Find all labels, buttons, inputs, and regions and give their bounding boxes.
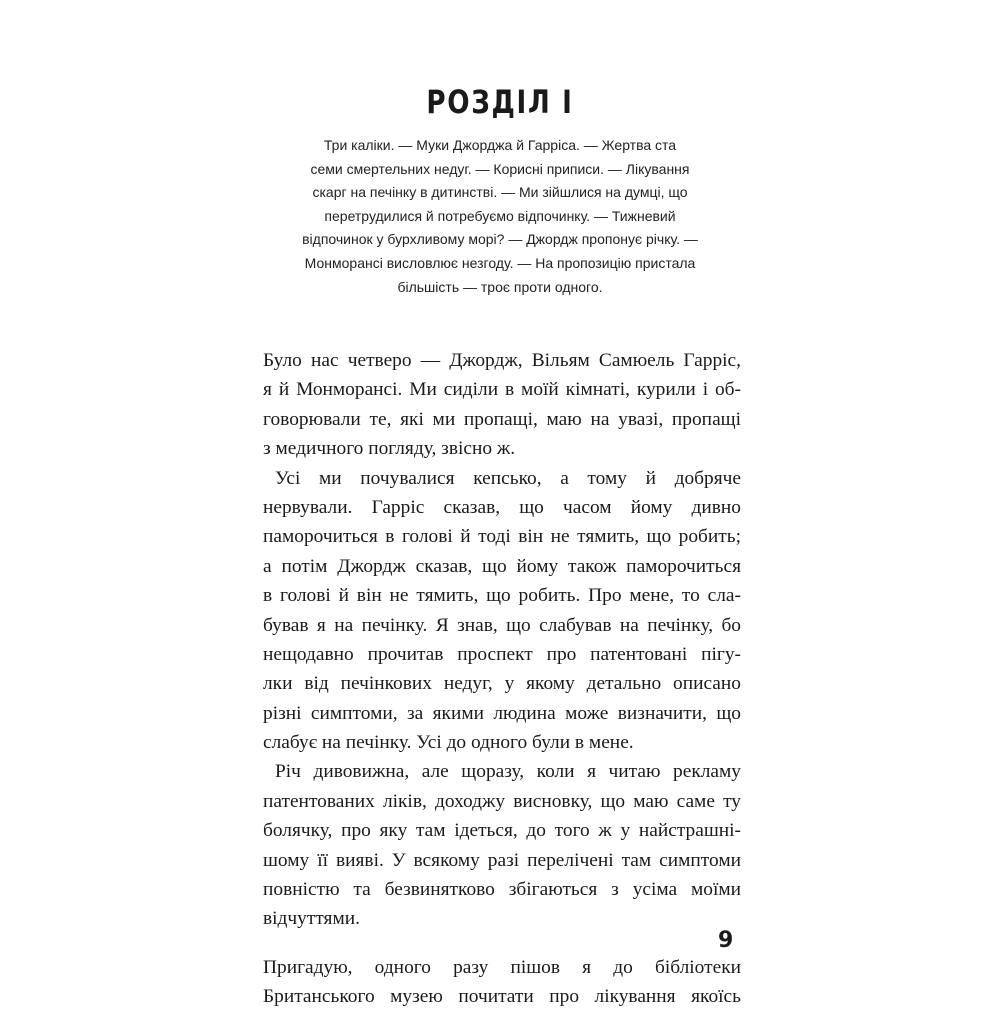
paragraph-2 (263, 464, 741, 758)
synopsis-line: скарг на печінку в дитинстві. — Ми зійшлися на думці, що (312, 184, 688, 201)
synopsis-line: Три каліки. — Муки Джорджа й Гарріса. — Жертва ста (323, 137, 677, 153)
text-line: болячку, про яку там ідеться, до того ж у найстрашні- (263, 820, 741, 842)
paragraph-1 (263, 346, 741, 464)
text-line: Було нас четверо — Джордж, Вільям Самюель Гарріс, (263, 350, 741, 371)
text-line: бував я на печінку. Я знав, що слабував на печінку, бо (263, 614, 741, 636)
synopsis-line: Монморансі висловлює незгоду. — На пропозицію пристала (304, 254, 696, 271)
text-line: паморочиться в голові й тоді він не тямить, що робить; (263, 526, 741, 548)
text-line: а потім Джордж сказав, що йому також паморочиться (263, 555, 741, 577)
text-line: різні симптоми, за якими людина може визначити, що (263, 702, 741, 724)
page-number: 9 (718, 928, 734, 953)
text-line: Британського музею почитати про лікування якоїсь (263, 986, 741, 1008)
text-line: слабує на печінку. Усі до одного були в мене. (263, 732, 634, 754)
synopsis-line: перетрудилися й потребуємо відпочинку. — Тижневий (324, 207, 676, 224)
text-line: я й Монморансі. Ми сиділи в моїй кімнаті, курили і об- (263, 379, 741, 401)
text-line: патентованих ліків, доходжу висновку, що маю саме ту (263, 790, 741, 812)
synopsis-line: більшість — троє проти одного. (397, 278, 603, 295)
paragraph-4 (263, 953, 741, 1012)
text-line: Річ дивовижна, але щоразу, коли я читаю рекламу (275, 761, 741, 783)
section-break (263, 934, 741, 953)
text-line: повністю та безвинятково збігаються з усіма моїми (263, 879, 741, 901)
text-line: Усі ми почувалися кепсько, а тому й добряче (275, 467, 741, 489)
text-line: нещодавно прочитав проспект про патентовані пігу- (263, 643, 741, 665)
text-line: в голові й він не тямить, що робить. Про мене, то сла- (263, 585, 741, 607)
chapter-title: РОЗДІЛ І (426, 83, 574, 121)
body-text (263, 346, 741, 1012)
synopsis-line: відпочинок у бурхливому морі? — Джордж пропонує річку. — (302, 231, 698, 248)
text-line: лки від печінкових недуг, у якому детально описано (263, 673, 741, 695)
text-line: говорювали те, які ми пропащі, маю на увазі, пропащі (263, 408, 741, 430)
text-line: шому її вияві. У всякому разі перелічені там симптоми (263, 849, 741, 871)
text-line: з медичного погляду, звісно ж. (263, 438, 516, 460)
paragraph-3 (263, 757, 741, 933)
text-line: Пригадую, одного разу пішов я до бібліотеки (263, 956, 741, 978)
synopsis-line: семи смертельних недуг. — Корисні приписи. — Лікування (310, 160, 690, 177)
chapter-synopsis (262, 134, 738, 299)
text-line: нервували. Гарріс сказав, що часом йому дивно (263, 496, 741, 518)
text-line: відчуттями. (263, 908, 360, 930)
